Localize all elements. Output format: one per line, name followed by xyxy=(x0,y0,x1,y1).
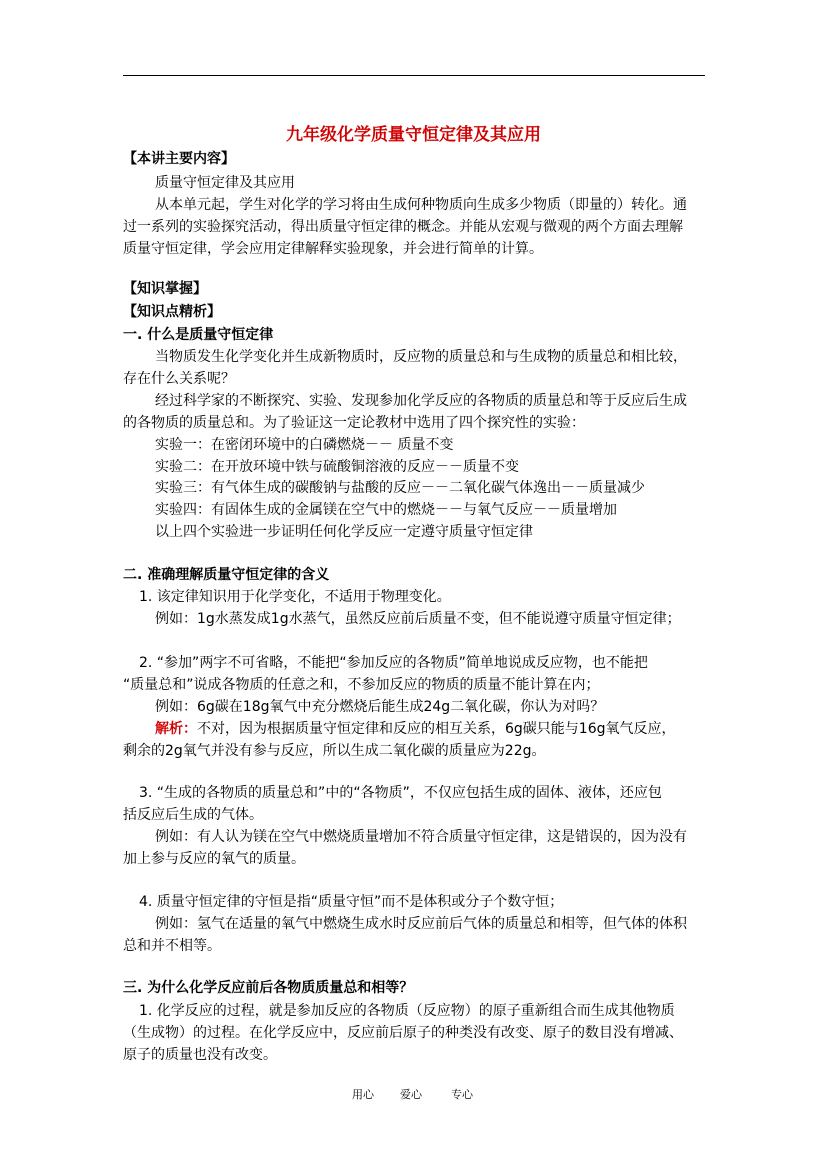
paragraph-line: “质量总和”说成各物质的任意之和，不参加反应的物质的质量不能计算在内； xyxy=(123,677,600,693)
paragraph-line: 从本单元起，学生对化学的学习将由生成何种物质向生成多少物质（即量的）转化。通 xyxy=(155,197,687,213)
paragraph-line: 例如：1g水蒸发成1g水蒸气，虽然反应前后质量不变，但不能说遵守质量守恒定律； xyxy=(155,611,681,627)
paragraph-line: 1. 化学反应的过程，就是参加反应的各物质（反应物）的原子重新组合而生成其他物质 xyxy=(139,1003,675,1019)
experiment-line: 实验三：有气体生成的碳酸钠与盐酸的反应－－二氧化碳气体逸出－－质量减少 xyxy=(155,480,645,496)
paragraph-line: 质量守恒定律及其应用 xyxy=(155,175,295,191)
paragraph-line: 2. “参加”两字不可省略，不能把“参加反应的各物质”简单地说成反应物，也不能把 xyxy=(139,655,648,671)
footer-word: 用心 xyxy=(352,1088,374,1101)
paragraph-line: 加上参与反应的氧气的质量。 xyxy=(123,851,305,867)
paragraph-line: 剩余的2g氧气并没有参与反应，所以生成二氧化碳的质量应为22g。 xyxy=(123,743,546,759)
paragraph-line: 过一系列的实验探究活动，得出质量守恒定律的概念。并能从宏观与微观的两个方面去理解 xyxy=(123,219,683,235)
section-heading: 二. 准确理解质量守恒定律的含义 xyxy=(123,567,330,583)
experiment-line: 实验一：在密闭环境中的白磷燃烧－－ 质量不变 xyxy=(155,437,454,453)
footer-word: 爱心 xyxy=(400,1088,422,1101)
page-title: 九年级化学质量守恒定律及其应用 xyxy=(286,125,541,145)
paragraph-line: 4. 质量守恒定律的守恒是指“质量守恒”而不是体积或分子个数守恒； xyxy=(139,894,564,910)
experiment-line: 实验二：在开放环境中铁与硫酸铜溶液的反应－－质量不变 xyxy=(155,459,519,475)
paragraph-line: （生成物）的过程。在化学反应中，反应前后原子的种类没有改变、原子的数目没有增减、 xyxy=(123,1025,683,1041)
paragraph-line: 的各物质的质量总和。为了验证这一定论教材中选用了四个探究性的实验： xyxy=(123,415,585,431)
section-heading: 【知识掌握】 xyxy=(123,281,207,297)
paragraph-line: 例如：6g碳在18g氧气中充分燃烧后能生成24g二氧化碳，你认为对吗？ xyxy=(155,699,605,715)
paragraph-line: 3. “生成的各物质的质量总和”中的“各物质”，不仅应包括生成的固体、液体，还应包 xyxy=(139,785,662,801)
section-heading: 【本讲主要内容】 xyxy=(123,151,235,167)
analysis-label: 解析： xyxy=(155,721,197,737)
analysis-line xyxy=(155,720,676,738)
paragraph-line: 例如：有人认为镁在空气中燃烧质量增加不符合质量守恒定律，这是错误的，因为没有 xyxy=(155,829,687,845)
footer-word: 专心 xyxy=(451,1088,473,1101)
section-heading: 一. 什么是质量守恒定律 xyxy=(123,327,274,343)
paragraph-line: 括反应后生成的气体。 xyxy=(123,807,263,823)
experiment-line: 实验四：有固体生成的金属镁在空气中的燃烧－－与氧气反应－－质量增加 xyxy=(155,502,617,518)
paragraph-line: 质量守恒定律，学会应用定律解释实验现象，并会进行简单的计算。 xyxy=(123,241,543,257)
header-rule xyxy=(123,75,705,76)
section-heading: 三. 为什么化学反应前后各物质质量总和相等？ xyxy=(123,980,414,996)
analysis-text: 不对，因为根据质量守恒定律和反应的相互关系，6g碳只能与16g氧气反应， xyxy=(197,721,676,737)
paragraph-line: 1. 该定律知识用于化学变化，不适用于物理变化。 xyxy=(139,589,451,605)
paragraph-line: 例如：氢气在适量的氧气中燃烧生成水时反应前后气体的质量总和相等，但气体的体积 xyxy=(155,916,687,932)
paragraph-line: 原子的质量也没有改变。 xyxy=(123,1047,277,1063)
paragraph-line: 经过科学家的不断探究、实验、发现参加化学反应的各物质的质量总和等于反应后生成 xyxy=(155,393,687,409)
paragraph-line: 存在什么关系呢？ xyxy=(123,371,235,387)
paragraph-line: 当物质发生化学变化并生成新物质时，反应物的质量总和与生成物的质量总和相比较， xyxy=(155,349,687,365)
paragraph-line: 以上四个实验进一步证明任何化学反应一定遵守质量守恒定律 xyxy=(155,524,533,540)
section-heading: 【知识点精析】 xyxy=(123,304,221,320)
paragraph-line: 总和并不相等。 xyxy=(123,938,221,954)
